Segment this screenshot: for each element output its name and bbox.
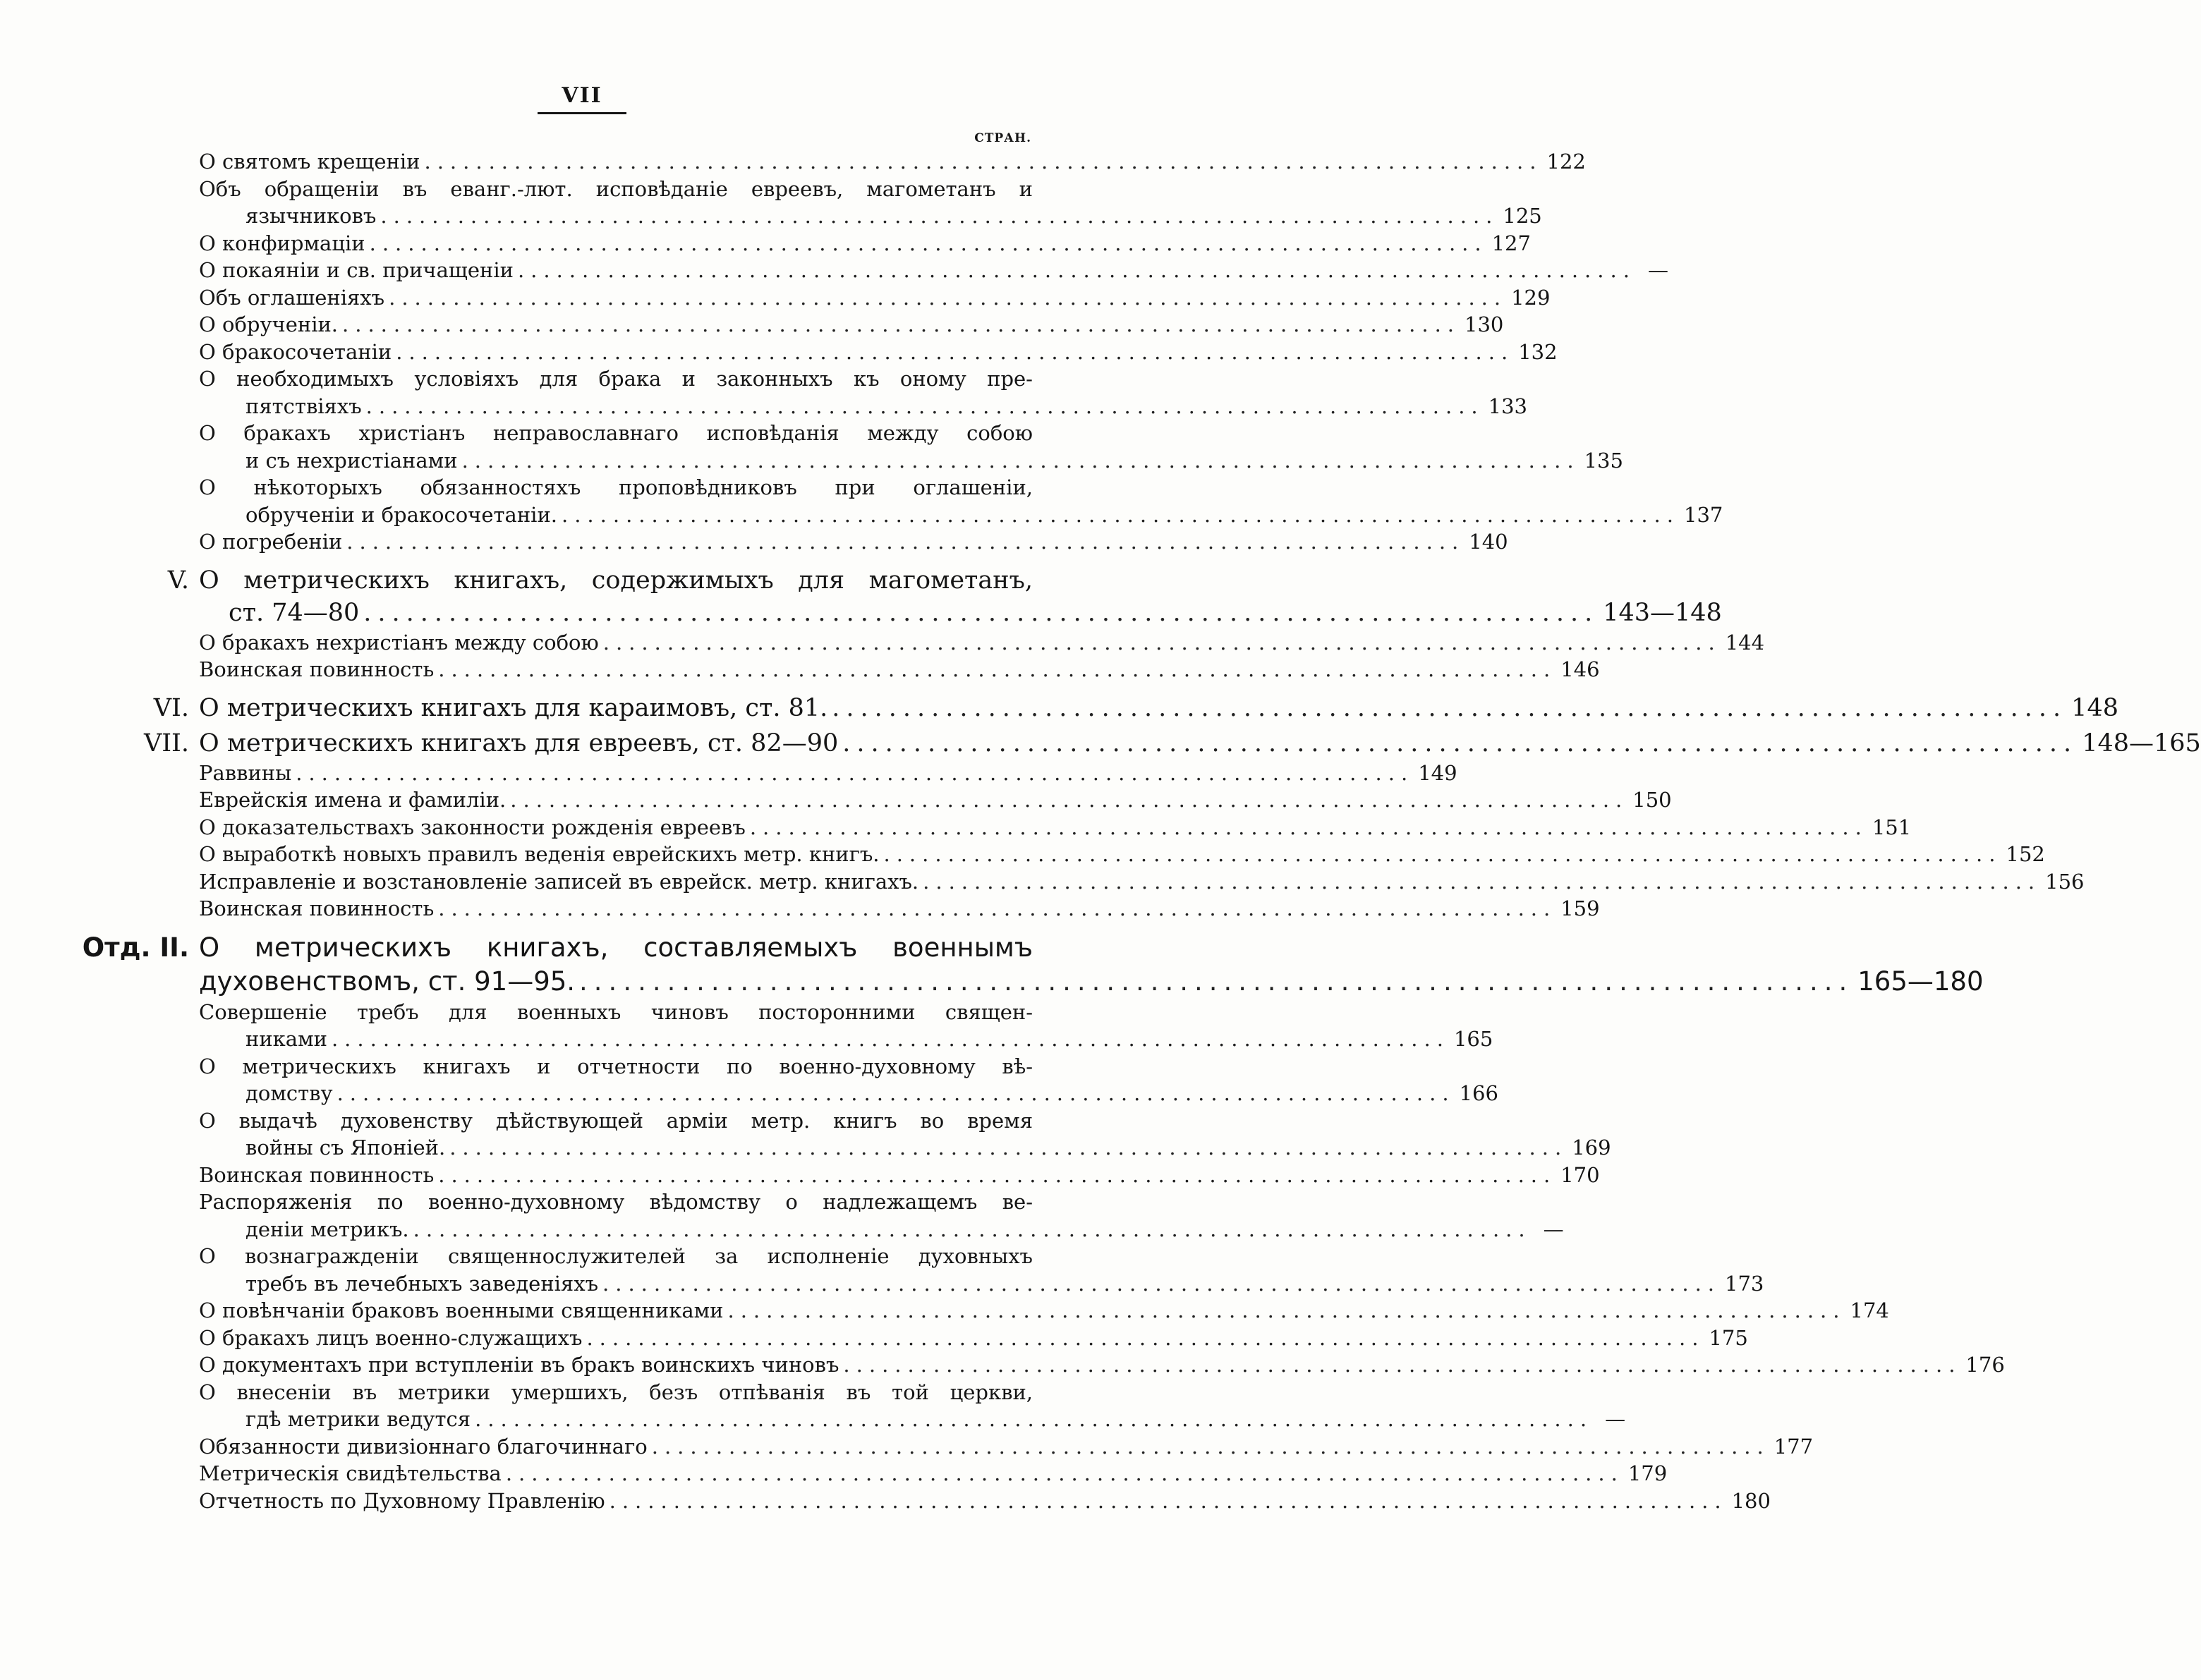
entry-page: 152	[2006, 842, 2045, 866]
division-ii	[82, 931, 1984, 999]
section-page: 148	[2071, 693, 2118, 722]
dot-leader: .......................................................................................	[602, 1271, 1721, 1296]
toc-entry	[199, 311, 1504, 339]
page-column-label: СТРАН.	[974, 131, 1031, 145]
entry-title: О покаяніи и св. причащеніи	[199, 258, 514, 282]
toc-entry	[199, 1433, 1814, 1461]
entry-page: 156	[2045, 869, 2085, 894]
entry-page: 129	[1511, 285, 1551, 310]
entry-title: О конфирмаціи	[199, 231, 365, 255]
entry-page: 127	[1491, 231, 1531, 255]
entry-title-line: Совершеніе требъ для военныхъ чиновъ посторонними священ-	[199, 999, 1033, 1024]
entry-title: О повѣнчаніи браковъ военными священниками	[199, 1298, 724, 1322]
dot-leader: .......................................................................................	[475, 1407, 1594, 1431]
toc-entry	[199, 365, 1528, 420]
entry-title: О бракосочетаніи	[199, 339, 392, 364]
dot-leader: .......................................................................................	[843, 1353, 1962, 1377]
entry-title-line: Объ обращеніи въ еванг.-лют. исповѣданіе евреевъ, магометанъ и	[199, 176, 1033, 201]
entry-page: 130	[1465, 312, 1504, 336]
dot-leader: .......................................................................................	[883, 842, 2002, 866]
dot-leader: .......................................................................................	[438, 657, 1557, 681]
entry-title-cont: пятствіяхъ	[245, 394, 362, 418]
entry-title: О доказательствахъ законности рожденія евреевъ	[199, 815, 746, 839]
section-number: VI.	[153, 693, 189, 722]
dot-leader: .......................................................................................	[369, 231, 1488, 255]
toc-entry	[199, 1379, 1626, 1433]
dot-leader: .......................................................................................	[331, 1027, 1450, 1051]
dot-leader: .......................................................................................	[380, 204, 1499, 228]
entry-title: Воинская повинность	[199, 1162, 435, 1187]
entry-page: 133	[1488, 394, 1528, 418]
entry-title-cont: войны съ Японіей.	[245, 1136, 446, 1159]
entry-title-cont: требъ въ лечебныхъ заведеніяхъ	[245, 1271, 599, 1296]
entry-title-line: О выдачѣ духовенству дѣйствующей арміи метр. книгъ во время	[199, 1108, 1033, 1133]
entry-title: Исправленіе и возстановленіе записей въ еврейск. метр. книгахъ.	[199, 869, 919, 894]
dot-leader: .......................................................................................	[923, 869, 2042, 894]
entry-title-cont: язычниковъ	[245, 204, 377, 228]
toc-entry	[199, 656, 1600, 683]
entry-page: 135	[1584, 448, 1623, 473]
entry-page: 144	[1725, 630, 1765, 655]
entry-title-cont: обрученіи и бракосочетаніи.	[245, 502, 557, 527]
dot-leader: .......................................................................................	[586, 1325, 1705, 1350]
division-title-line: О метрическихъ книгахъ, составляемыхъ военнымъ	[199, 932, 1033, 963]
entry-title: Объ оглашеніяхъ	[199, 285, 385, 310]
entry-title: О выработкѣ новыхъ правилъ веденія еврейскихъ метр. книгъ.	[199, 842, 880, 866]
entry-title-cont: и съ нехристіанами	[245, 448, 458, 473]
toc-entry	[199, 629, 1765, 657]
entry-title: Метрическія свидѣтельства	[199, 1461, 502, 1485]
entry-page: 137	[1684, 502, 1723, 527]
toc-entry	[199, 420, 1623, 474]
toc-entry	[199, 528, 1508, 556]
entry-title-line: О метрическихъ книгахъ и отчетности по военно-духовному вѣ-	[199, 1054, 1033, 1078]
dot-leader: .......................................................................................	[602, 630, 1721, 655]
entry-page: 170	[1560, 1162, 1600, 1187]
toc-entry	[199, 1053, 1498, 1107]
dot-leader: .......................................................................................	[396, 339, 1515, 364]
entry-title: О погребеніи	[199, 530, 343, 554]
entry-page: 165	[1453, 1027, 1493, 1051]
toc-entry	[199, 1297, 1889, 1325]
toc-entry	[199, 176, 1542, 230]
dot-leader: .......................................................................................	[749, 815, 1868, 839]
entry-page: 169	[1572, 1136, 1611, 1159]
section-page-range: 143—148	[1603, 598, 1722, 627]
dot-leader: .......................................................................................	[727, 1298, 1846, 1322]
entry-title-line: О необходимыхъ условіяхъ для брака и законныхъ къ оному пре-	[199, 367, 1033, 391]
entry-page: —	[1543, 1217, 1564, 1241]
entry-page: 150	[1632, 788, 1672, 812]
dot-leader: .......................................................................................	[389, 285, 1508, 310]
dot-leader: .......................................................................................	[413, 1217, 1532, 1241]
dot-leader: .......................................................................................	[363, 598, 1599, 627]
dot-leader: .......................................................................................	[424, 150, 1543, 174]
division-number: Отд. II.	[82, 932, 189, 963]
dot-leader: .......................................................................................	[461, 448, 1580, 473]
entry-title-line: О нѣкоторыхъ обязанностяхъ проповѣдниковъ при оглашеніи,	[199, 475, 1033, 499]
dot-leader: .......................................................................................	[365, 394, 1484, 418]
toc-entry	[199, 1162, 1600, 1189]
section-number: V.	[167, 566, 189, 595]
entry-page: —	[1605, 1407, 1626, 1431]
dot-leader: .......................................................................................	[842, 729, 2078, 757]
entry-page: 146	[1560, 657, 1600, 681]
dot-leader: .......................................................................................	[505, 1461, 1624, 1485]
entry-title: О обрученіи.	[199, 312, 339, 336]
dot-leader: .......................................................................................	[296, 760, 1414, 785]
entry-title-line: О внесеніи въ метрики умершихъ, безъ отпѣванія въ той церкви,	[199, 1380, 1033, 1404]
toc-entry	[199, 1487, 1771, 1515]
toc-entry	[199, 284, 1551, 312]
toc-entry	[199, 339, 1558, 366]
section-title-cont: ст. 74—80	[229, 598, 360, 627]
entry-title-line: О бракахъ христіанъ неправославнаго исповѣданія между собою	[199, 421, 1033, 445]
section-title: О метрическихъ книгахъ для караимовъ, ст. 81.	[199, 693, 828, 722]
entry-title: Обязанности дивизіоннаго благочиннаго	[199, 1434, 648, 1459]
entry-title: Раввины	[199, 760, 292, 785]
toc-entry	[199, 814, 1912, 841]
division-page-range: 165—180	[1857, 966, 1984, 997]
entry-title: Воинская повинность	[199, 657, 435, 681]
entry-title: Еврейскія имена и фамиліи.	[199, 788, 507, 812]
entry-page: 159	[1560, 896, 1600, 920]
entry-page: 125	[1503, 204, 1542, 228]
entry-title: Отчетность по Духовному Правленію	[199, 1488, 605, 1513]
toc-entry	[199, 1243, 1764, 1297]
dot-leader: .......................................................................................	[449, 1136, 1568, 1159]
toc-entry	[199, 1107, 1611, 1162]
entry-title: О святомъ крещеніи	[199, 150, 420, 174]
division-title-cont: духовенствомъ, ст. 91—95.	[199, 966, 576, 997]
page-folio: VII	[538, 83, 626, 114]
entry-title-cont: деніи метрикъ.	[245, 1217, 409, 1241]
toc-entry	[199, 868, 2085, 896]
entry-title-line: О вознагражденіи священнослужителей за исполненіе духовныхъ	[199, 1244, 1033, 1268]
dot-leader: .......................................................................................	[609, 1488, 1728, 1513]
dot-leader: .......................................................................................	[517, 258, 1636, 282]
entry-title: Воинская повинность	[199, 896, 435, 920]
entry-page: 151	[1872, 815, 1912, 839]
entry-page: 132	[1518, 339, 1558, 364]
dot-leader: .......................................................................................	[651, 1434, 1770, 1459]
toc-entry	[199, 230, 1531, 257]
entry-page: 179	[1627, 1461, 1668, 1485]
entry-page: 175	[1709, 1325, 1748, 1350]
entry-page: 149	[1418, 760, 1457, 785]
toc-entry	[199, 474, 1723, 528]
entry-page: 173	[1725, 1271, 1764, 1296]
entry-title: О бракахъ лицъ военно-служащихъ	[199, 1325, 583, 1350]
entry-page: 140	[1469, 530, 1508, 554]
entry-title-cont: домству	[245, 1081, 333, 1105]
dot-leader: .......................................................................................	[510, 788, 1629, 812]
toc-entry	[199, 786, 1672, 814]
entry-title-cont: гдѣ метрики ведутся	[245, 1407, 471, 1431]
entry-page: 176	[1965, 1353, 2005, 1377]
section-vii	[143, 727, 2201, 760]
entry-page: 177	[1773, 1434, 1814, 1459]
entry-page: 180	[1731, 1488, 1771, 1513]
toc-entry	[199, 257, 1668, 284]
entry-title: О документахъ при вступленіи въ бракъ воинскихъ чиновъ	[199, 1353, 839, 1377]
toc-entry	[199, 1325, 1748, 1352]
toc-entry	[199, 1188, 1564, 1243]
toc-entry	[199, 1351, 2005, 1379]
entry-title-line: Распоряженія по военно-духовному вѣдомству о надлежащемъ ве-	[199, 1190, 1033, 1214]
section-vi	[153, 692, 2118, 724]
dot-leader: .......................................................................................	[562, 502, 1680, 527]
entry-page: —	[1647, 258, 1668, 282]
section-v	[167, 564, 1722, 629]
dot-leader: .......................................................................................	[832, 693, 2068, 722]
dot-leader: .......................................................................................	[438, 896, 1557, 920]
section-page-range: 148—165	[2082, 729, 2201, 757]
toc-entry	[199, 999, 1493, 1053]
entry-page: 122	[1546, 150, 1586, 174]
entry-title: О бракахъ нехристіанъ между собою	[199, 630, 599, 655]
toc-entry	[199, 895, 1600, 923]
section-number: VII.	[143, 729, 189, 757]
toc-entry	[199, 841, 2045, 868]
entry-page: 174	[1850, 1298, 1889, 1322]
entry-title-cont: никами	[245, 1027, 327, 1051]
dot-leader: .......................................................................................	[438, 1162, 1557, 1187]
section-title-line: О метрическихъ книгахъ, содержимыхъ для магометанъ,	[199, 566, 1033, 595]
table-of-contents	[0, 148, 2201, 1514]
dot-leader: .......................................................................................	[579, 966, 1854, 997]
section-title: О метрическихъ книгахъ для евреевъ, ст. 82—90	[199, 729, 839, 757]
toc-entry	[199, 760, 1457, 787]
toc-entry	[199, 1460, 1668, 1487]
toc-entry	[199, 148, 1586, 176]
dot-leader: .......................................................................................	[346, 530, 1465, 554]
entry-page: 166	[1459, 1081, 1498, 1105]
dot-leader: .......................................................................................	[342, 312, 1461, 336]
dot-leader: .......................................................................................	[336, 1081, 1455, 1105]
